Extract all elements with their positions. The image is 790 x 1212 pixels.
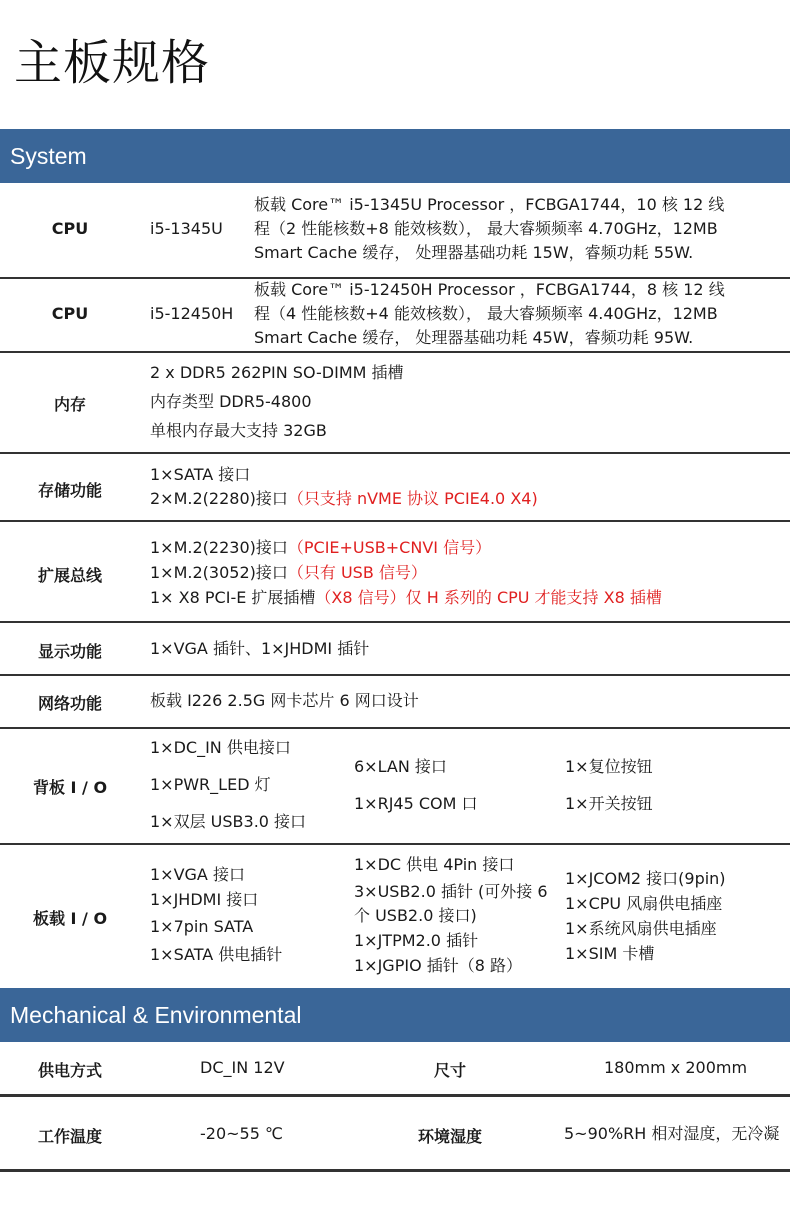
power-value: DC_IN 12V <box>200 1058 285 1077</box>
divider <box>0 452 790 454</box>
cpu1-label: CPU <box>51 219 89 238</box>
cpu2-label: CPU <box>51 304 89 323</box>
onboard-io-item: 1×7pin SATA <box>150 917 254 936</box>
cpu2-desc-line2: 程（4 性能核数+4 能效核数）， 最大睿频频率 4.40GHz，12MB <box>254 304 718 323</box>
display-value: 1×VGA 插针、1×JHDMI 插针 <box>150 639 370 658</box>
divider <box>0 727 790 729</box>
memory-line1: 2 x DDR5 262PIN SO-DIMM 插槽 <box>150 363 404 382</box>
divider <box>0 621 790 623</box>
expansion-line3: 1× X8 PCI-E 扩展插槽（X8 信号）仅 H 系列的 CPU 才能支持 X8 插槽 <box>150 588 662 607</box>
rear-io-label: 背板 I / O <box>32 778 108 797</box>
cpu1-desc-line3: Smart Cache 缓存， 处理器基础功耗 15W，睿频功耗 55W. <box>254 243 694 262</box>
memory-label: 内存 <box>53 395 86 414</box>
memory-line2: 内存类型 DDR5-4800 <box>150 392 312 411</box>
onboard-io-item: 1×VGA 接口 <box>150 865 245 884</box>
onboard-io-item: 1×JTPM2.0 插针 <box>354 931 479 950</box>
size-value: 180mm x 200mm <box>604 1058 748 1077</box>
onboard-io-item: 1×CPU 风扇供电插座 <box>565 894 723 913</box>
onboard-io-item: 1×DC 供电 4Pin 接口 <box>354 855 515 874</box>
onboard-io-item: 1×SATA 供电插针 <box>150 945 283 964</box>
onboard-io-item: 1×系统风扇供电插座 <box>565 919 717 938</box>
display-label: 显示功能 <box>37 642 102 661</box>
humidity-label: 环境湿度 <box>417 1127 482 1146</box>
network-label: 网络功能 <box>37 694 102 713</box>
storage-line2: 2×M.2(2280)接口（只支持 nVME 协议 PCIE4.0 X4) <box>150 489 538 508</box>
humidity-value: 5~90%RH 相对湿度，无冷凝 <box>564 1124 780 1143</box>
mechanical-section-header: Mechanical & Environmental <box>0 988 790 1042</box>
memory-line3: 单根内存最大支持 32GB <box>150 421 327 440</box>
temperature-label: 工作温度 <box>37 1127 102 1146</box>
power-label: 供电方式 <box>37 1061 102 1080</box>
onboard-io-item: 个 USB2.0 接口) <box>354 906 477 925</box>
rear-io-item: 6×LAN 接口 <box>354 757 447 776</box>
storage-line1: 1×SATA 接口 <box>150 465 251 484</box>
cpu2-model: i5-12450H <box>150 304 234 323</box>
onboard-io-label: 板载 I / O <box>32 909 108 928</box>
cpu1-desc-line1: 板载 Core™ i5-1345U Processor ，FCBGA1744，10 核 12 线 <box>254 195 725 214</box>
cpu1-desc-line2: 程（2 性能核数+8 能效核数）， 最大睿频频率 4.70GHz，12MB <box>254 219 718 238</box>
temperature-value: -20~55 ℃ <box>200 1124 283 1143</box>
rear-io-item: 1×RJ45 COM 口 <box>354 794 478 813</box>
divider <box>0 1169 790 1172</box>
onboard-io-item: 1×JCOM2 接口(9pin) <box>565 869 726 888</box>
expansion-label: 扩展总线 <box>37 566 102 585</box>
size-label: 尺寸 <box>433 1061 466 1080</box>
divider <box>0 674 790 676</box>
network-value: 板载 I226 2.5G 网卡芯片 6 网口设计 <box>150 691 419 710</box>
divider <box>0 351 790 353</box>
onboard-io-item: 1×JGPIO 插针（8 路） <box>354 956 523 975</box>
system-section-header: System <box>0 129 790 183</box>
storage-label: 存储功能 <box>37 481 102 500</box>
divider <box>0 843 790 845</box>
cpu1-model: i5-1345U <box>150 219 223 238</box>
onboard-io-item: 1×SIM 卡槽 <box>565 944 655 963</box>
rear-io-item: 1×复位按钮 <box>565 757 653 776</box>
cpu2-desc-line3: Smart Cache 缓存， 处理器基础功耗 45W，睿频功耗 95W. <box>254 328 694 347</box>
rear-io-item: 1×开关按钮 <box>565 794 653 813</box>
expansion-line2: 1×M.2(3052)接口（只有 USB 信号） <box>150 563 427 582</box>
expansion-line1: 1×M.2(2230)接口（PCIE+USB+CNVI 信号） <box>150 538 492 557</box>
rear-io-item: 1×PWR_LED 灯 <box>150 775 271 794</box>
divider <box>0 520 790 522</box>
onboard-io-item: 1×JHDMI 接口 <box>150 890 259 909</box>
onboard-io-item: 3×USB2.0 插针 (可外接 6 <box>354 882 548 901</box>
rear-io-item: 1×双层 USB3.0 接口 <box>150 812 307 831</box>
rear-io-item: 1×DC_IN 供电接口 <box>150 738 291 757</box>
divider <box>0 1094 790 1097</box>
page-title: 主板规格 <box>14 35 211 91</box>
cpu2-desc-line1: 板载 Core™ i5-12450H Processor ，FCBGA1744，8 核 12 线 <box>254 280 725 299</box>
